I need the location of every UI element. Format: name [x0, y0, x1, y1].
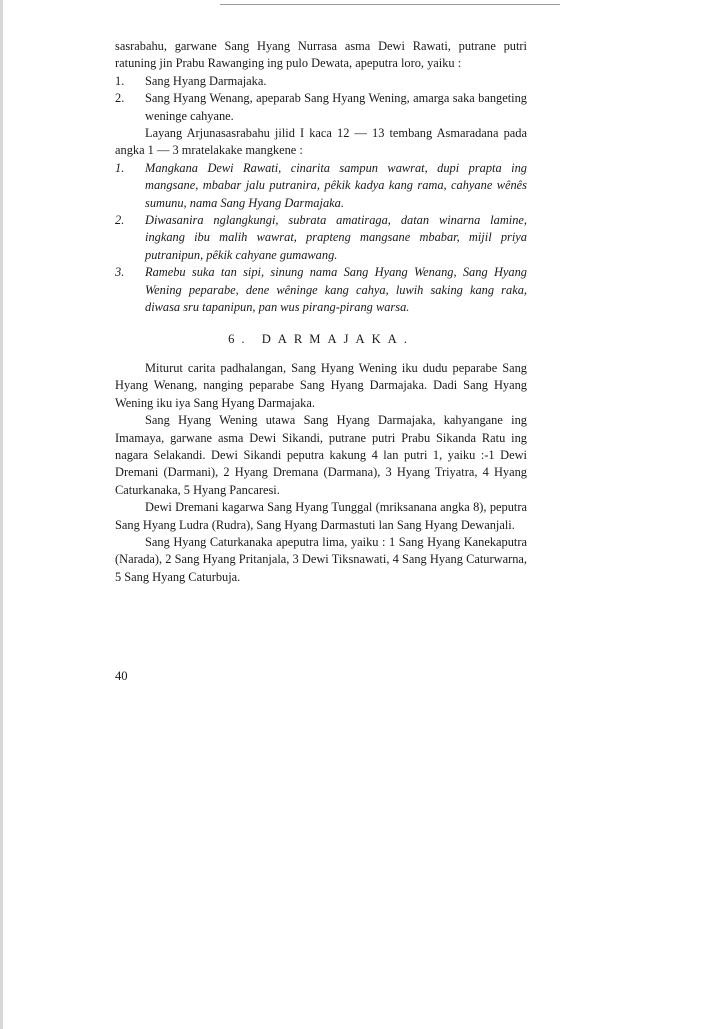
list-item	[115, 73, 527, 90]
scan-top-rule	[220, 4, 560, 5]
list-item-number: 1.	[115, 73, 125, 88]
body-paragraph: Sang Hyang Caturkanaka apeputra lima, yaiku : 1 Sang Hyang Kanekaputra (Narada), 2 Sang Hyang Pritanjala, 3 Dewi Tiksnawati, 4 Sang Hyang Caturwarna, 5 Sang Hyang Caturbuja.	[115, 534, 527, 584]
list-item-number: 1.	[115, 160, 125, 175]
intro-paragraph: sasrabahu, garwane Sang Hyang Nurrasa asma Dewi Rawati, putrane putri ratuning jin Prabu Rawanging ing pulo Dewata, apeputra loro, yaiku :	[115, 39, 527, 71]
page-left-edge	[0, 0, 3, 1029]
body-paragraph: Sang Hyang Wening utawa Sang Hyang Darmajaka, kahyangane ing Imamaya, garwane asma Dewi Sikandi, putrane putri Prabu Sikanda Ratu ing nagara Selakandi. Dewi Sikandi peputra kakung 4 lan putri 1, yaiku :-1 Dewi Dremani (Darmani), 2 Hyang Dremana (Darmana), 3 Hyang Triyatra, 4 Hyang Caturkanaka, 5 Hyang Pancaresi.	[115, 413, 527, 497]
list-item-number: 2.	[115, 213, 125, 228]
body-paragraph: Dewi Dremani kagarwa Sang Hyang Tunggal (mriksanana angka 8), peputra Sang Hyang Ludra (Rudra), Sang Hyang Darmastuti lan Sang Hyang Dewanjali.	[115, 500, 527, 532]
list-item	[115, 212, 527, 264]
list-item-text: Ramebu suka tan sipi, sinung nama Sang Hyang Wenang, Sang Hyang Wening peparabe, dene wêninge kang cahya, luwih saking kang raka, diwasa sru tapanipun, pan wus pirang-pirang warsa.	[145, 265, 527, 315]
section-heading: 6. DARMAJAKA.	[228, 331, 414, 346]
list-item-text: Sang Hyang Wenang, apeparab Sang Hyang Wening, amarga saka bangeting weninge cahyane.	[145, 91, 527, 123]
list-item	[115, 160, 527, 212]
list-item	[115, 90, 527, 125]
page-text-block	[115, 38, 527, 586]
list-item-text: Diwasanira nglangkungi, subrata amatiraga, datan winarna lamine, ingkang ibu malih wawrat, prapteng mangsane mbabar, mijil priya putranipun, pêkik cahyane gumawang.	[145, 213, 527, 262]
page-number: 40	[115, 669, 128, 683]
list-item-text: Sang Hyang Darmajaka.	[145, 73, 267, 88]
list-item-text: Mangkana Dewi Rawati, cinarita sampun wawrat, dupi prapta ing mangsane, mbabar jalu putranira, pêkik kadya kang rama, cahyane wênês sumunu, nama Sang Hyang Darmajaka.	[145, 160, 527, 210]
list-item-number: 3.	[115, 265, 125, 280]
body-paragraph: Miturut carita padhalangan, Sang Hyang Wening iku dudu peparabe Sang Hyang Wenang, nanging peparabe Sang Hyang Darmajaka. Dadi Sang Hyang Wening iku iya Sang Hyang Darmajaka.	[115, 360, 527, 410]
source-note-paragraph: Layang Arjunasasrabahu jilid I kaca 12 — 13 tembang Asmaradana pada angka 1 — 3 mratelakake mangkene :	[115, 126, 527, 158]
quoted-verse-list	[115, 160, 527, 317]
children-list	[115, 73, 527, 125]
list-item-number: 2.	[115, 91, 125, 106]
list-item	[115, 264, 527, 316]
